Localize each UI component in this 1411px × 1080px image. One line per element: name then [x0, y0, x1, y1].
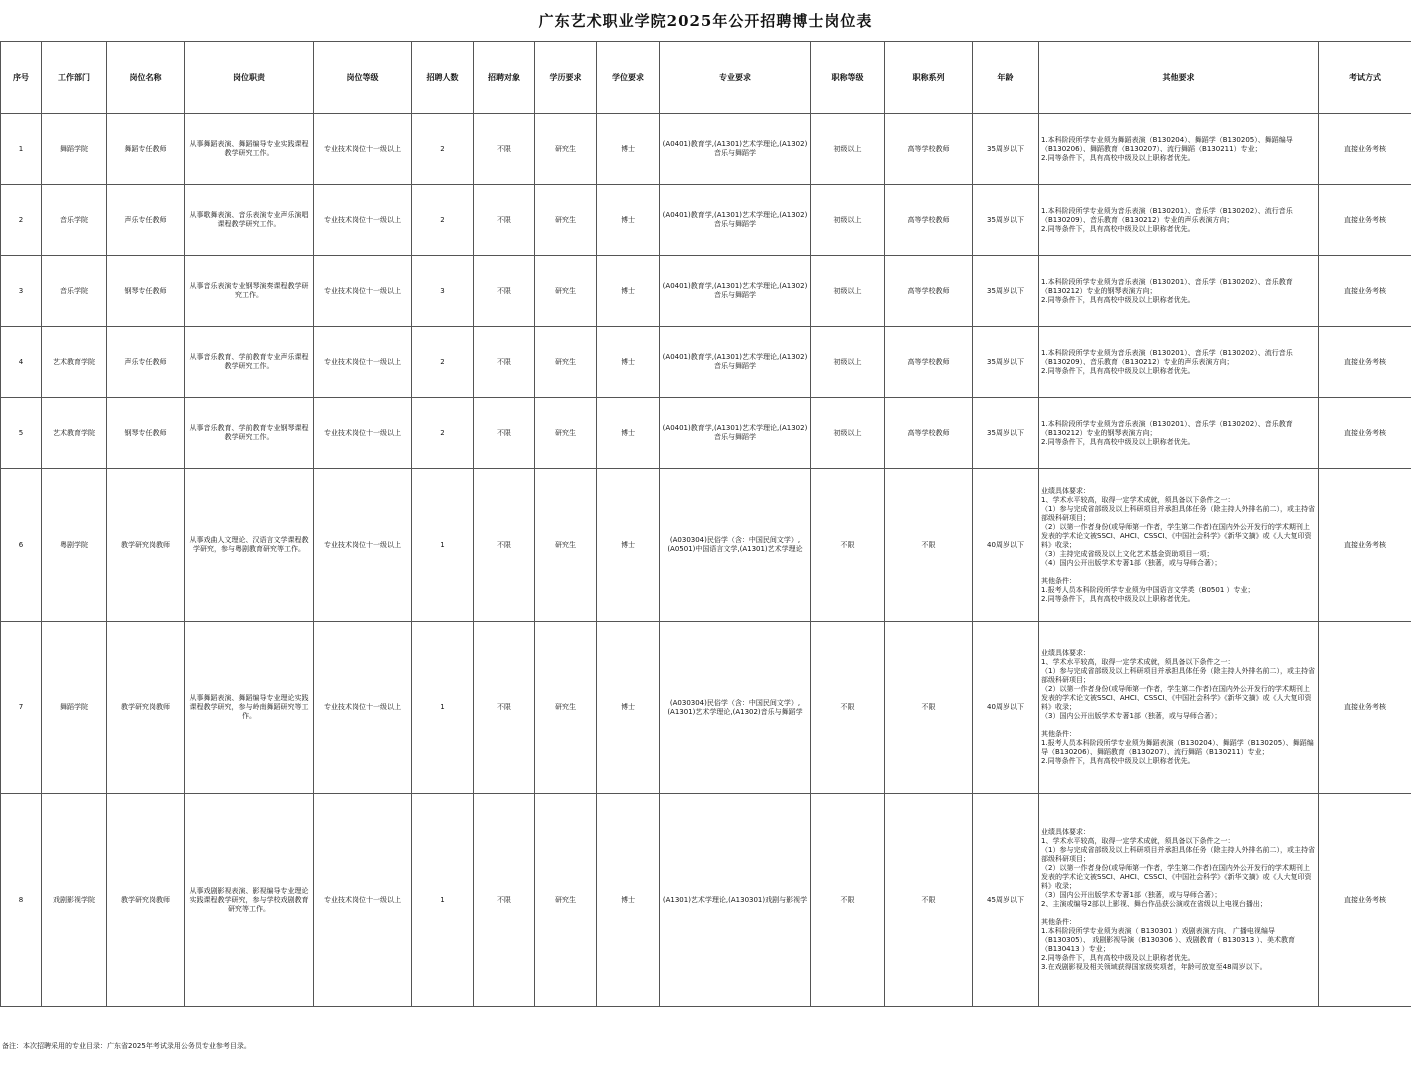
- row-title-series: 高等学校教师: [885, 327, 973, 398]
- row-dept: 音乐学院: [42, 256, 107, 327]
- col-header-title-series: 职称系列: [885, 42, 973, 114]
- row-duty: 从事戏曲人文理论、汉语言文学课程教学研究，参与粤剧教育研究等工作。: [185, 469, 314, 622]
- row-dept: 粤剧学院: [42, 469, 107, 622]
- row-dept: 音乐学院: [42, 185, 107, 256]
- row-target: 不限: [474, 114, 535, 185]
- table-row: [1, 794, 1411, 1007]
- row-age: 35周岁以下: [973, 185, 1039, 256]
- row-duty: 从事音乐表演专业钢琴演奏课程教学研究工作。: [185, 256, 314, 327]
- row-major: (A0401)教育学,(A1301)艺术学理论,(A1302)音乐与舞蹈学: [660, 327, 811, 398]
- row-age: 40周岁以下: [973, 469, 1039, 622]
- row-other: 业绩具体要求： 1、学术水平较高，取得一定学术成就，须具备以下条件之一： （1）参与完成省部级及以上科研项目并承担具体任务（除主持人外排名前二），或主持省部级科研项目； （2）以第一作者身份(或导师第一作者，学生第二作者)在国内外公开发行的学术期刊上发表的学术论文被SSCI、AHCI、CSSCI、《中国社会科学》《新华文摘》或《人大复印资料》收录； （3）主持完成省级及以上文化艺术基金资助项目一项； （4）国内公开出版学术专著1部（独著，或与导师合著）； 其他条件： 1.报考人员本科阶段所学专业须为中国语言文学类（B0501 ）专业； 2.同等条件下，具有高校中级及以上职称者优先。: [1039, 469, 1319, 622]
- row-dept: 艺术教育学院: [42, 398, 107, 469]
- row-title-series: 高等学校教师: [885, 114, 973, 185]
- row-title-level: 不限: [811, 622, 885, 794]
- row-age: 40周岁以下: [973, 622, 1039, 794]
- row-title-series: 高等学校教师: [885, 256, 973, 327]
- row-exam: 直接业务考核: [1319, 327, 1411, 398]
- row-title-level: 初级以上: [811, 256, 885, 327]
- row-major: (A0401)教育学,(A1301)艺术学理论,(A1302)音乐与舞蹈学: [660, 114, 811, 185]
- col-header-no: 序号: [1, 42, 42, 114]
- row-num: 1: [412, 469, 474, 622]
- col-header-dept: 工作部门: [42, 42, 107, 114]
- row-no: 4: [1, 327, 42, 398]
- row-duty: 从事歌舞表演、音乐表演专业声乐演唱课程教学研究工作。: [185, 185, 314, 256]
- recruitment-table: [0, 41, 1411, 1007]
- row-major: (A0401)教育学,(A1301)艺术学理论,(A1302)音乐与舞蹈学: [660, 185, 811, 256]
- row-dept: 舞蹈学院: [42, 114, 107, 185]
- row-duty: 从事舞蹈表演、舞蹈编导专业理论实践课程教学研究，参与岭南舞蹈研究等工作。: [185, 622, 314, 794]
- row-dept: 戏剧影视学院: [42, 794, 107, 1007]
- col-header-degree: 学位要求: [597, 42, 660, 114]
- row-grade: 专业技术岗位十一级以上: [314, 327, 412, 398]
- col-header-num: 招聘人数: [412, 42, 474, 114]
- row-title-level: 初级以上: [811, 398, 885, 469]
- row-exam: 直接业务考核: [1319, 256, 1411, 327]
- row-title-level: 不限: [811, 469, 885, 622]
- row-title-series: 高等学校教师: [885, 185, 973, 256]
- row-duty: 从事音乐教育、学前教育专业钢琴课程教学研究工作。: [185, 398, 314, 469]
- row-major: (A0401)教育学,(A1301)艺术学理论,(A1302)音乐与舞蹈学: [660, 398, 811, 469]
- row-exam: 直接业务考核: [1319, 398, 1411, 469]
- row-exam: 直接业务考核: [1319, 185, 1411, 256]
- row-post: 教学研究岗教师: [107, 622, 185, 794]
- row-title-level: 初级以上: [811, 327, 885, 398]
- row-dept: 舞蹈学院: [42, 622, 107, 794]
- row-edu: 研究生: [535, 114, 597, 185]
- row-target: 不限: [474, 185, 535, 256]
- row-target: 不限: [474, 327, 535, 398]
- row-edu: 研究生: [535, 185, 597, 256]
- row-duty: 从事戏剧影视表演、影视编导专业理论实践课程教学研究，参与学校戏剧教育研究等工作。: [185, 794, 314, 1007]
- row-age: 35周岁以下: [973, 398, 1039, 469]
- row-dept: 艺术教育学院: [42, 327, 107, 398]
- header-row: [1, 42, 1411, 114]
- row-post: 教学研究岗教师: [107, 794, 185, 1007]
- row-other: 1.本科阶段所学专业须为音乐表演（B130201）、音乐学（B130202）、流行音乐（B130209）、音乐教育（B130212）专业的声乐表演方向； 2.同等条件下，具有高校中级及以上职称者优先。: [1039, 327, 1319, 398]
- col-header-grade: 岗位等级: [314, 42, 412, 114]
- row-title-series: 不限: [885, 794, 973, 1007]
- table-row: [1, 256, 1411, 327]
- row-other: 1.本科阶段所学专业须为音乐表演（B130201）、音乐学（B130202）、流行音乐（B130209）、音乐教育（B130212）专业的声乐表演方向； 2.同等条件下，具有高校中级及以上职称者优先。: [1039, 185, 1319, 256]
- row-exam: 直接业务考核: [1319, 794, 1411, 1007]
- row-title-level: 初级以上: [811, 185, 885, 256]
- col-header-other: 其他要求: [1039, 42, 1319, 114]
- row-edu: 研究生: [535, 398, 597, 469]
- row-edu: 研究生: [535, 327, 597, 398]
- row-degree: 博士: [597, 622, 660, 794]
- row-duty: 从事舞蹈表演、舞蹈编导专业实践课程教学研究工作。: [185, 114, 314, 185]
- row-exam: 直接业务考核: [1319, 469, 1411, 622]
- row-degree: 博士: [597, 256, 660, 327]
- table-row: [1, 185, 1411, 256]
- row-age: 45周岁以下: [973, 794, 1039, 1007]
- row-no: 6: [1, 469, 42, 622]
- row-no: 7: [1, 622, 42, 794]
- row-no: 1: [1, 114, 42, 185]
- table-row: [1, 398, 1411, 469]
- row-title-series: 高等学校教师: [885, 398, 973, 469]
- row-degree: 博士: [597, 185, 660, 256]
- row-no: 8: [1, 794, 42, 1007]
- row-exam: 直接业务考核: [1319, 622, 1411, 794]
- row-other: 业绩具体要求： 1、学术水平较高，取得一定学术成就，须具备以下条件之一： （1）参与完成省部级及以上科研项目并承担具体任务（除主持人外排名前二），或主持省部级科研项目； （2）以第一作者身份(或导师第一作者，学生第二作者)在国内外公开发行的学术期刊上发表的学术论文被SSCI、AHCI、CSSCI、《中国社会科学》《新华文摘》或《人大复印资料》收录； （3）国内公开出版学术专著1部（独著，或与导师合著）； 其他条件： 1.报考人员本科阶段所学专业须为舞蹈表演（B130204）、舞蹈学（B130205）、舞蹈编导（B130206）、舞蹈教育（B130207）、流行舞蹈（B130211）专业； 2.同等条件下，具有高校中级及以上职称者优先。: [1039, 622, 1319, 794]
- row-major: (A030304)民俗学（含：中国民间文学）,(A0501)中国语言文学,(A1301)艺术学理论: [660, 469, 811, 622]
- row-edu: 研究生: [535, 794, 597, 1007]
- row-grade: 专业技术岗位十一级以上: [314, 469, 412, 622]
- row-title-level: 不限: [811, 794, 885, 1007]
- footnote: 备注：本次招聘采用的专业目录：广东省2025年考试录用公务员专业参考目录。: [2, 1042, 251, 1050]
- row-edu: 研究生: [535, 622, 597, 794]
- row-major: (A0401)教育学,(A1301)艺术学理论,(A1302)音乐与舞蹈学: [660, 256, 811, 327]
- col-header-exam: 考试方式: [1319, 42, 1411, 114]
- row-post: 钢琴专任教师: [107, 256, 185, 327]
- row-degree: 博士: [597, 114, 660, 185]
- row-exam: 直接业务考核: [1319, 114, 1411, 185]
- row-grade: 专业技术岗位十一级以上: [314, 398, 412, 469]
- row-edu: 研究生: [535, 256, 597, 327]
- row-num: 2: [412, 185, 474, 256]
- row-other: 1.本科阶段所学专业须为音乐表演（B130201）、音乐学（B130202）、音乐教育（B130212）专业的钢琴表演方向； 2.同等条件下，具有高校中级及以上职称者优先。: [1039, 398, 1319, 469]
- row-major: (A030304)民俗学（含：中国民间文学）,(A1301)艺术学理论,(A1302)音乐与舞蹈学: [660, 622, 811, 794]
- row-target: 不限: [474, 469, 535, 622]
- row-target: 不限: [474, 256, 535, 327]
- row-no: 2: [1, 185, 42, 256]
- col-header-major: 专业要求: [660, 42, 811, 114]
- col-header-title-level: 职称等级: [811, 42, 885, 114]
- row-degree: 博士: [597, 794, 660, 1007]
- row-title-level: 初级以上: [811, 114, 885, 185]
- row-num: 3: [412, 256, 474, 327]
- row-num: 2: [412, 114, 474, 185]
- row-age: 35周岁以下: [973, 327, 1039, 398]
- row-post: 声乐专任教师: [107, 327, 185, 398]
- table-row: [1, 327, 1411, 398]
- row-target: 不限: [474, 794, 535, 1007]
- row-target: 不限: [474, 622, 535, 794]
- row-grade: 专业技术岗位十一级以上: [314, 185, 412, 256]
- row-major: (A1301)艺术学理论,(A130301)戏剧与影视学: [660, 794, 811, 1007]
- col-header-age: 年龄: [973, 42, 1039, 114]
- row-other: 业绩具体要求： 1、学术水平较高，取得一定学术成就，须具备以下条件之一： （1）参与完成省部级及以上科研项目并承担具体任务（除主持人外排名前二），或主持省部级科研项目； （2）以第一作者身份(或导师第一作者，学生第二作者)在国内外公开发行的学术期刊上发表的学术论文被SSCI、AHCI、CSSCI、《中国社会科学》《新华文摘》或《人大复印资料》收录； （3）国内公开出版学术专著1部（独著，或与导师合著）； 2、主演或编导2部以上影视、舞台作品获公演或在省级以上电视台播出； 其他条件： 1.本科阶段所学专业须为表演（ B130301 ）戏剧表演方向、 广播电视编导（B130305）、 戏剧影视导演（B130306 ）、戏剧教育（ B130313 ）、美术教育（B130413 ）专业； 2.同等条件下，具有高校中级及以上职称者优先。 3.在戏剧影视及相关领域获得国家级奖项者，年龄可放宽至48周岁以下。: [1039, 794, 1319, 1007]
- row-target: 不限: [474, 398, 535, 469]
- row-num: 1: [412, 622, 474, 794]
- row-grade: 专业技术岗位十一级以上: [314, 622, 412, 794]
- row-other: 1.本科阶段所学专业须为音乐表演（B130201）、音乐学（B130202）、音乐教育（B130212）专业的钢琴表演方向； 2.同等条件下，具有高校中级及以上职称者优先。: [1039, 256, 1319, 327]
- row-duty: 从事音乐教育、学前教育专业声乐课程教学研究工作。: [185, 327, 314, 398]
- row-post: 舞蹈专任教师: [107, 114, 185, 185]
- col-header-target: 招聘对象: [474, 42, 535, 114]
- col-header-duty: 岗位职责: [185, 42, 314, 114]
- row-degree: 博士: [597, 469, 660, 622]
- table-row: [1, 469, 1411, 622]
- col-header-edu: 学历要求: [535, 42, 597, 114]
- row-post: 声乐专任教师: [107, 185, 185, 256]
- row-grade: 专业技术岗位十一级以上: [314, 794, 412, 1007]
- row-num: 2: [412, 398, 474, 469]
- row-degree: 博士: [597, 327, 660, 398]
- row-degree: 博士: [597, 398, 660, 469]
- row-no: 5: [1, 398, 42, 469]
- row-post: 教学研究岗教师: [107, 469, 185, 622]
- row-other: 1.本科阶段所学专业须为舞蹈表演（B130204）、舞蹈学（B130205）、舞蹈编导（B130206）、舞蹈教育（B130207）、流行舞蹈（B130211）专业； 2.同等条件下，具有高校中级及以上职称者优先。: [1039, 114, 1319, 185]
- row-grade: 专业技术岗位十一级以上: [314, 256, 412, 327]
- row-post: 钢琴专任教师: [107, 398, 185, 469]
- row-num: 2: [412, 327, 474, 398]
- row-title-series: 不限: [885, 622, 973, 794]
- row-grade: 专业技术岗位十一级以上: [314, 114, 412, 185]
- row-edu: 研究生: [535, 469, 597, 622]
- page-title: 广东艺术职业学院2025年公开招聘博士岗位表: [538, 12, 873, 30]
- row-age: 35周岁以下: [973, 256, 1039, 327]
- table-row: [1, 114, 1411, 185]
- row-title-series: 不限: [885, 469, 973, 622]
- row-age: 35周岁以下: [973, 114, 1039, 185]
- row-no: 3: [1, 256, 42, 327]
- row-num: 1: [412, 794, 474, 1007]
- col-header-post: 岗位名称: [107, 42, 185, 114]
- table-row: [1, 622, 1411, 794]
